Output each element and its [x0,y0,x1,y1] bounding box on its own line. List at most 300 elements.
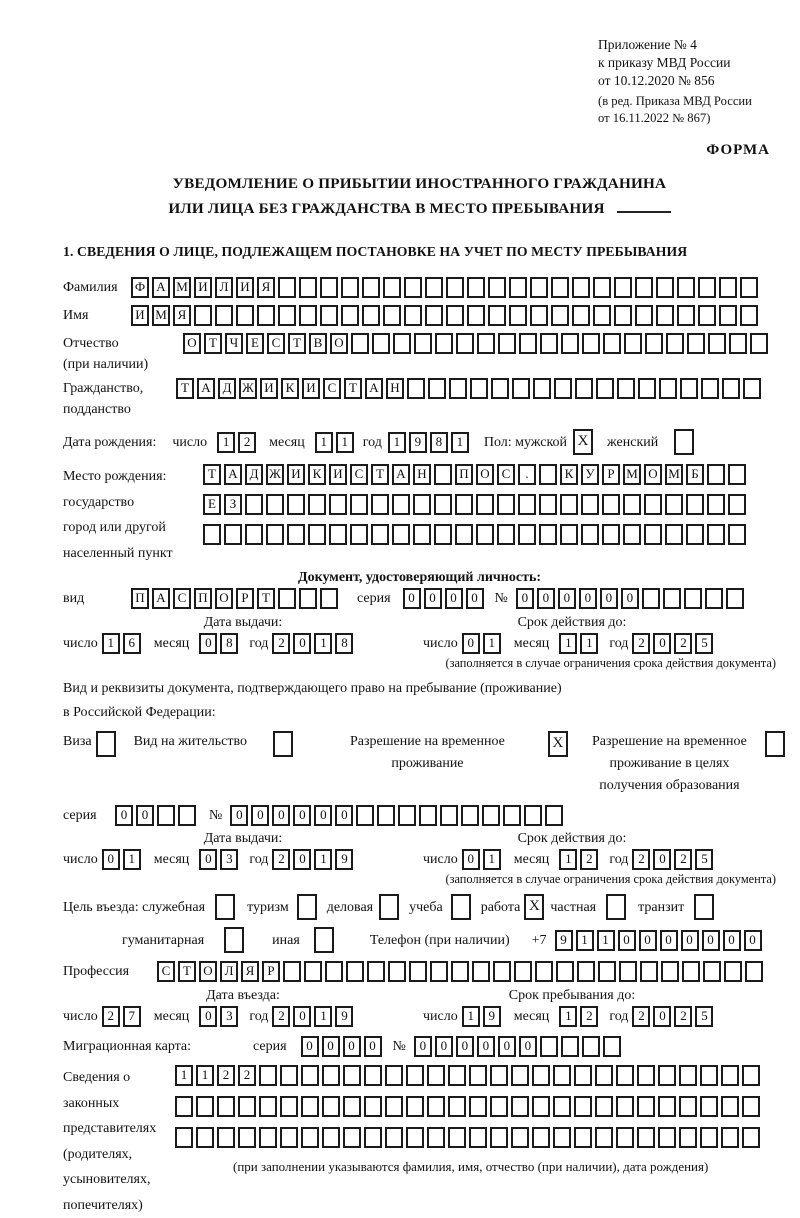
char-cell[interactable] [540,1036,558,1057]
char-cell[interactable] [677,277,695,298]
char-cell[interactable] [503,805,521,826]
char-cell[interactable] [434,464,452,485]
char-cell[interactable]: 0 [498,1036,516,1057]
char-cell[interactable] [490,1127,508,1148]
checkbox-residence[interactable] [273,731,293,757]
char-cell[interactable] [383,305,401,326]
char-cell[interactable] [686,524,704,545]
char-cell[interactable]: И [194,277,212,298]
char-cell[interactable] [750,333,768,354]
char-cell[interactable]: 2 [238,1065,256,1086]
char-cell[interactable]: 0 [466,588,484,609]
char-cell[interactable]: 1 [175,1065,193,1086]
char-cell[interactable] [616,1065,634,1086]
char-cell[interactable]: 9 [409,432,427,453]
char-cell[interactable]: 0 [660,930,678,951]
char-cell[interactable] [553,1127,571,1148]
char-cell[interactable] [278,588,296,609]
char-cell[interactable] [238,1096,256,1117]
char-cell[interactable] [280,1065,298,1086]
char-cell[interactable] [451,961,469,982]
char-cell[interactable] [467,277,485,298]
char-cell[interactable] [498,333,516,354]
char-cell[interactable]: М [623,464,641,485]
char-cell[interactable] [705,588,723,609]
char-cell[interactable] [539,494,557,515]
char-cell[interactable] [385,1096,403,1117]
char-cell[interactable]: Т [178,961,196,982]
char-cell[interactable]: 2 [580,1006,598,1027]
char-cell[interactable] [680,378,698,399]
char-cell[interactable] [322,1065,340,1086]
char-cell[interactable] [497,524,515,545]
char-cell[interactable]: 9 [483,1006,501,1027]
char-cell[interactable] [278,277,296,298]
char-cell[interactable]: О [644,464,662,485]
char-cell[interactable]: 0 [579,588,597,609]
checkbox-business[interactable] [379,894,399,920]
checkbox-work[interactable]: X [524,894,544,920]
char-cell[interactable] [532,1096,550,1117]
char-cell[interactable] [196,1096,214,1117]
char-cell[interactable]: 0 [558,588,576,609]
char-cell[interactable]: 0 [477,1036,495,1057]
char-cell[interactable] [539,464,557,485]
char-cell[interactable]: 2 [632,849,650,870]
char-cell[interactable] [446,277,464,298]
char-cell[interactable]: В [309,333,327,354]
char-cell[interactable]: 0 [364,1036,382,1057]
char-cell[interactable] [343,1096,361,1117]
char-cell[interactable] [637,1096,655,1117]
char-cell[interactable] [392,524,410,545]
checkbox-transit[interactable] [694,894,714,920]
char-cell[interactable] [329,494,347,515]
char-cell[interactable] [572,277,590,298]
char-cell[interactable] [364,1127,382,1148]
char-cell[interactable]: 1 [559,633,577,654]
char-cell[interactable]: С [157,961,175,982]
char-cell[interactable]: К [281,378,299,399]
char-cell[interactable] [341,305,359,326]
char-cell[interactable] [194,305,212,326]
char-cell[interactable]: 2 [102,1006,120,1027]
char-cell[interactable] [698,305,716,326]
char-cell[interactable] [635,277,653,298]
char-cell[interactable]: И [329,464,347,485]
char-cell[interactable]: 0 [462,633,480,654]
char-cell[interactable]: Р [262,961,280,982]
char-cell[interactable] [388,961,406,982]
char-cell[interactable] [476,494,494,515]
char-cell[interactable]: Я [173,305,191,326]
char-cell[interactable] [700,1065,718,1086]
char-cell[interactable] [493,961,511,982]
char-cell[interactable] [533,378,551,399]
char-cell[interactable]: И [287,464,305,485]
char-cell[interactable]: 1 [483,849,501,870]
char-cell[interactable]: С [497,464,515,485]
char-cell[interactable] [456,333,474,354]
char-cell[interactable]: 0 [301,1036,319,1057]
char-cell[interactable]: 2 [674,1006,692,1027]
char-cell[interactable] [299,305,317,326]
char-cell[interactable]: 1 [451,432,469,453]
char-cell[interactable] [325,961,343,982]
char-cell[interactable] [351,333,369,354]
char-cell[interactable]: 0 [322,1036,340,1057]
char-cell[interactable] [703,961,721,982]
char-cell[interactable] [299,588,317,609]
char-cell[interactable]: Т [371,464,389,485]
char-cell[interactable] [287,494,305,515]
char-cell[interactable] [356,805,374,826]
char-cell[interactable]: Е [203,494,221,515]
char-cell[interactable] [362,277,380,298]
char-cell[interactable] [532,1127,550,1148]
char-cell[interactable] [404,277,422,298]
char-cell[interactable] [721,1096,739,1117]
char-cell[interactable] [637,1065,655,1086]
char-cell[interactable] [455,524,473,545]
char-cell[interactable]: 3 [220,1006,238,1027]
char-cell[interactable]: 0 [653,849,671,870]
char-cell[interactable]: 2 [674,849,692,870]
char-cell[interactable] [728,494,746,515]
char-cell[interactable] [175,1096,193,1117]
char-cell[interactable] [619,961,637,982]
char-cell[interactable] [661,961,679,982]
char-cell[interactable] [245,494,263,515]
checkbox-private[interactable] [606,894,626,920]
char-cell[interactable] [259,1065,277,1086]
char-cell[interactable] [467,305,485,326]
char-cell[interactable] [593,305,611,326]
char-cell[interactable] [644,494,662,515]
char-cell[interactable] [698,277,716,298]
char-cell[interactable] [178,805,196,826]
char-cell[interactable] [707,464,725,485]
char-cell[interactable]: 2 [272,633,290,654]
char-cell[interactable]: 2 [632,1006,650,1027]
char-cell[interactable] [320,277,338,298]
char-cell[interactable] [687,333,705,354]
char-cell[interactable]: А [197,378,215,399]
char-cell[interactable] [658,1096,676,1117]
char-cell[interactable]: 1 [462,1006,480,1027]
char-cell[interactable]: Р [236,588,254,609]
char-cell[interactable] [616,1127,634,1148]
char-cell[interactable] [742,1065,760,1086]
char-cell[interactable] [624,333,642,354]
char-cell[interactable] [560,494,578,515]
char-cell[interactable]: Ч [225,333,243,354]
char-cell[interactable]: 0 [251,805,269,826]
char-cell[interactable] [341,277,359,298]
char-cell[interactable] [582,333,600,354]
char-cell[interactable] [603,1036,621,1057]
char-cell[interactable] [700,1096,718,1117]
char-cell[interactable] [682,961,700,982]
char-cell[interactable] [299,277,317,298]
char-cell[interactable] [434,494,452,515]
char-cell[interactable] [719,305,737,326]
checkbox-female[interactable] [674,429,694,455]
char-cell[interactable] [640,961,658,982]
char-cell[interactable] [539,524,557,545]
char-cell[interactable]: 9 [335,1006,353,1027]
char-cell[interactable]: 0 [230,805,248,826]
char-cell[interactable] [679,1096,697,1117]
char-cell[interactable] [343,1065,361,1086]
char-cell[interactable] [372,333,390,354]
char-cell[interactable] [217,1127,235,1148]
char-cell[interactable]: Е [246,333,264,354]
char-cell[interactable] [469,1096,487,1117]
char-cell[interactable]: Т [288,333,306,354]
char-cell[interactable] [700,1127,718,1148]
char-cell[interactable] [623,524,641,545]
char-cell[interactable] [278,305,296,326]
char-cell[interactable] [581,524,599,545]
char-cell[interactable]: 0 [403,588,421,609]
char-cell[interactable] [666,333,684,354]
char-cell[interactable] [721,1127,739,1148]
char-cell[interactable]: 0 [681,930,699,951]
char-cell[interactable]: П [131,588,149,609]
char-cell[interactable] [407,378,425,399]
char-cell[interactable] [362,305,380,326]
char-cell[interactable]: М [665,464,683,485]
char-cell[interactable] [561,333,579,354]
char-cell[interactable]: 9 [335,849,353,870]
char-cell[interactable]: 0 [456,1036,474,1057]
char-cell[interactable] [377,805,395,826]
char-cell[interactable]: 0 [199,1006,217,1027]
char-cell[interactable]: 0 [516,588,534,609]
char-cell[interactable]: 2 [238,432,256,453]
char-cell[interactable]: 7 [123,1006,141,1027]
char-cell[interactable]: А [152,277,170,298]
char-cell[interactable] [679,1127,697,1148]
char-cell[interactable] [540,333,558,354]
char-cell[interactable] [728,524,746,545]
char-cell[interactable]: 1 [314,849,332,870]
char-cell[interactable]: 0 [462,849,480,870]
char-cell[interactable]: 0 [314,805,332,826]
char-cell[interactable] [301,1065,319,1086]
char-cell[interactable]: К [308,464,326,485]
char-cell[interactable] [392,494,410,515]
char-cell[interactable] [575,378,593,399]
char-cell[interactable] [469,1065,487,1086]
char-cell[interactable] [722,378,740,399]
checkbox-other[interactable] [314,927,334,953]
checkbox-temp-permit[interactable]: X [548,731,568,757]
char-cell[interactable]: И [302,378,320,399]
char-cell[interactable] [656,277,674,298]
char-cell[interactable] [428,378,446,399]
char-cell[interactable]: 1 [102,633,120,654]
char-cell[interactable] [665,494,683,515]
char-cell[interactable]: Я [241,961,259,982]
char-cell[interactable]: 1 [196,1065,214,1086]
char-cell[interactable] [740,305,758,326]
char-cell[interactable] [364,1096,382,1117]
char-cell[interactable]: К [560,464,578,485]
char-cell[interactable]: Б [686,464,704,485]
char-cell[interactable]: . [518,464,536,485]
char-cell[interactable]: 0 [618,930,636,951]
char-cell[interactable] [409,961,427,982]
char-cell[interactable] [215,305,233,326]
char-cell[interactable] [322,1096,340,1117]
char-cell[interactable] [266,524,284,545]
char-cell[interactable] [518,494,536,515]
char-cell[interactable] [448,1127,466,1148]
char-cell[interactable]: О [476,464,494,485]
char-cell[interactable] [435,333,453,354]
char-cell[interactable] [518,524,536,545]
char-cell[interactable]: Д [245,464,263,485]
char-cell[interactable] [708,333,726,354]
char-cell[interactable]: 0 [293,1006,311,1027]
char-cell[interactable]: 0 [115,805,133,826]
char-cell[interactable] [596,378,614,399]
char-cell[interactable]: 2 [217,1065,235,1086]
char-cell[interactable] [645,333,663,354]
char-cell[interactable]: Н [413,464,431,485]
char-cell[interactable]: П [194,588,212,609]
char-cell[interactable] [196,1127,214,1148]
char-cell[interactable] [350,494,368,515]
char-cell[interactable] [406,1065,424,1086]
char-cell[interactable] [665,524,683,545]
char-cell[interactable]: 1 [597,930,615,951]
char-cell[interactable]: 0 [414,1036,432,1057]
char-cell[interactable] [224,524,242,545]
char-cell[interactable] [371,494,389,515]
char-cell[interactable] [616,1096,634,1117]
char-cell[interactable] [556,961,574,982]
char-cell[interactable] [343,1127,361,1148]
char-cell[interactable]: 5 [695,849,713,870]
char-cell[interactable] [470,378,488,399]
char-cell[interactable]: С [323,378,341,399]
char-cell[interactable] [490,1096,508,1117]
char-cell[interactable]: 1 [314,1006,332,1027]
char-cell[interactable] [602,524,620,545]
char-cell[interactable]: Д [218,378,236,399]
char-cell[interactable]: 0 [744,930,762,951]
char-cell[interactable] [203,524,221,545]
char-cell[interactable] [642,588,660,609]
char-cell[interactable] [635,305,653,326]
char-cell[interactable]: А [152,588,170,609]
char-cell[interactable] [593,277,611,298]
char-cell[interactable] [449,378,467,399]
char-cell[interactable] [574,1127,592,1148]
char-cell[interactable] [427,1096,445,1117]
char-cell[interactable] [595,1065,613,1086]
char-cell[interactable] [560,524,578,545]
char-cell[interactable]: 0 [621,588,639,609]
char-cell[interactable] [236,305,254,326]
char-cell[interactable] [519,333,537,354]
char-cell[interactable] [617,378,635,399]
char-cell[interactable] [551,305,569,326]
char-cell[interactable]: А [392,464,410,485]
char-cell[interactable]: С [267,333,285,354]
char-cell[interactable]: Т [204,333,222,354]
char-cell[interactable] [455,494,473,515]
char-cell[interactable] [572,305,590,326]
char-cell[interactable]: 0 [445,588,463,609]
char-cell[interactable] [561,1036,579,1057]
char-cell[interactable] [701,378,719,399]
char-cell[interactable] [514,961,532,982]
char-cell[interactable]: 1 [217,432,235,453]
char-cell[interactable] [259,1096,277,1117]
char-cell[interactable]: Р [602,464,620,485]
char-cell[interactable] [257,305,275,326]
char-cell[interactable]: 0 [293,849,311,870]
char-cell[interactable] [175,1127,193,1148]
char-cell[interactable]: 1 [559,849,577,870]
char-cell[interactable] [472,961,490,982]
char-cell[interactable] [419,805,437,826]
char-cell[interactable] [553,1065,571,1086]
char-cell[interactable]: 0 [293,633,311,654]
char-cell[interactable] [427,1065,445,1086]
char-cell[interactable] [663,588,681,609]
char-cell[interactable] [283,961,301,982]
char-cell[interactable] [425,277,443,298]
char-cell[interactable]: Т [203,464,221,485]
char-cell[interactable] [367,961,385,982]
char-cell[interactable] [406,1127,424,1148]
char-cell[interactable] [577,961,595,982]
char-cell[interactable] [364,1065,382,1086]
char-cell[interactable] [745,961,763,982]
char-cell[interactable] [448,1065,466,1086]
char-cell[interactable] [430,961,448,982]
char-cell[interactable]: 0 [600,588,618,609]
char-cell[interactable] [469,1127,487,1148]
char-cell[interactable] [425,305,443,326]
char-cell[interactable] [724,961,742,982]
char-cell[interactable] [280,1127,298,1148]
char-cell[interactable] [595,1096,613,1117]
char-cell[interactable]: Я [257,277,275,298]
char-cell[interactable] [511,1065,529,1086]
char-cell[interactable] [477,333,495,354]
char-cell[interactable]: О [330,333,348,354]
char-cell[interactable]: С [350,464,368,485]
char-cell[interactable]: 3 [220,849,238,870]
char-cell[interactable] [320,588,338,609]
char-cell[interactable] [301,1096,319,1117]
char-cell[interactable]: А [365,378,383,399]
char-cell[interactable]: 0 [653,633,671,654]
char-cell[interactable] [398,805,416,826]
char-cell[interactable] [350,524,368,545]
char-cell[interactable] [532,1065,550,1086]
char-cell[interactable] [482,805,500,826]
checkbox-humanitarian[interactable] [224,927,244,953]
char-cell[interactable] [614,277,632,298]
char-cell[interactable]: 5 [695,1006,713,1027]
